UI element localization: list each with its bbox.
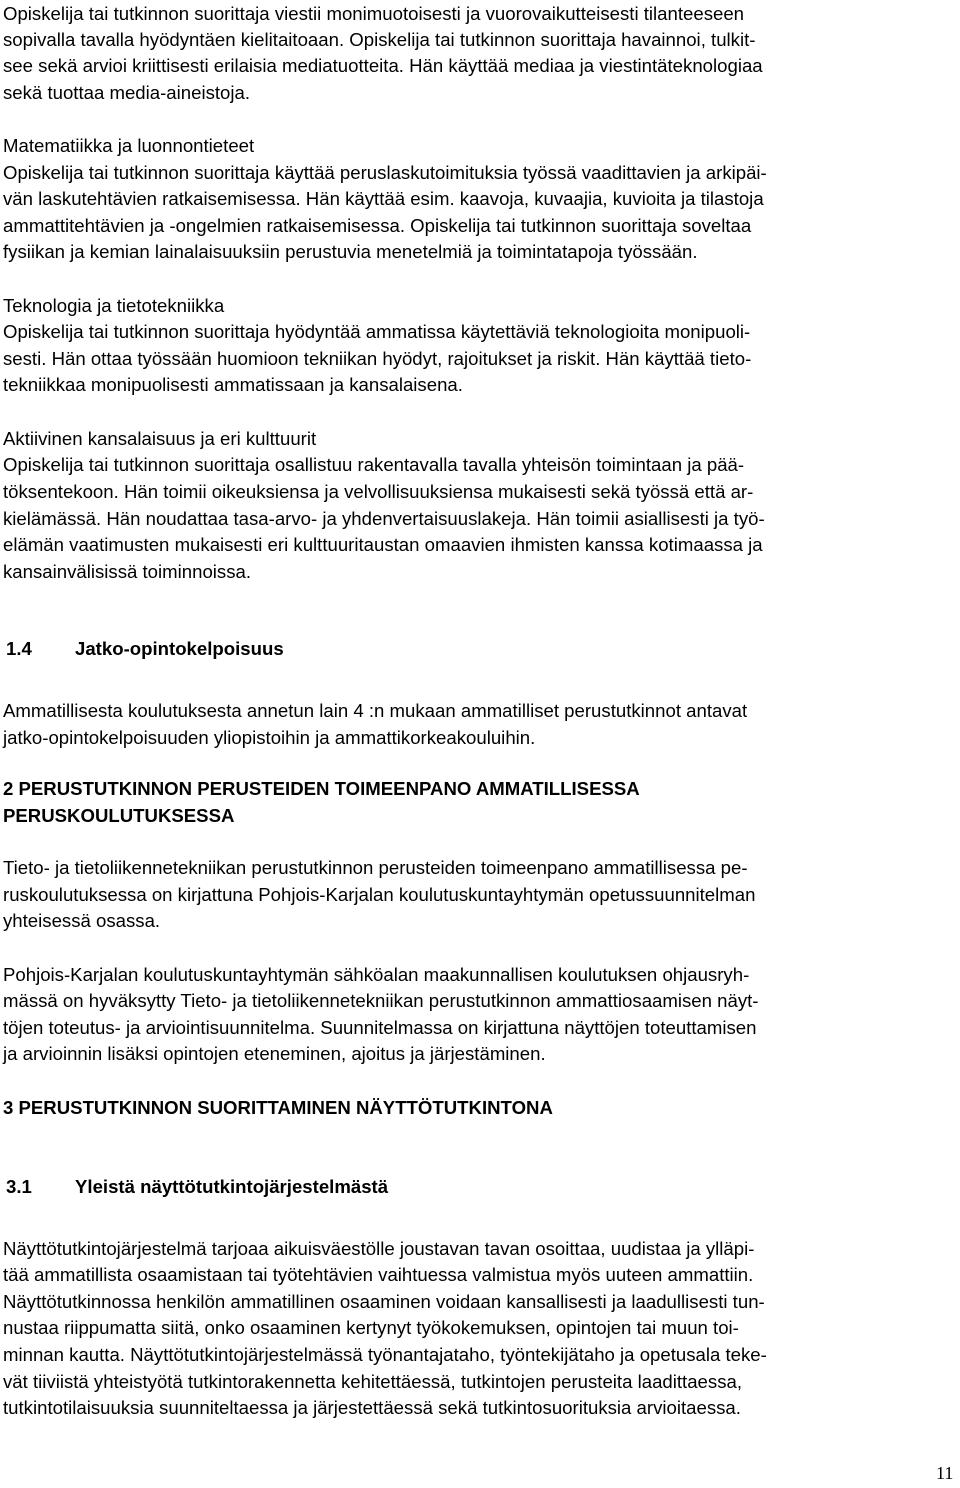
text-line: nustaa riippumatta siitä, onko osaaminen kertynyt työkokemuksen, opintojen tai muun toi- (3, 1317, 739, 1338)
section-title: Yleistä näyttötutkintojärjestelmästä (75, 1176, 389, 1197)
text-line: kansainvälisissä toiminnoissa. (3, 561, 252, 582)
text-line: vän laskutehtävien ratkaisemisessa. Hän käyttää esim. kaavoja, kuvaajia, kuvioita ja tilastoja (3, 188, 764, 209)
text-line: sekä tuottaa media-aineistoja. (3, 82, 251, 103)
text-line: Opiskelija tai tutkinnon suorittaja käyttää peruslaskutoimituksia työssä vaadittavien ja arkipäi- (3, 162, 767, 183)
text-line: töksentekoon. Hän toimii oikeuksiensa ja velvollisuuksiensa mukaisesti sekä työssä että ar- (3, 481, 754, 502)
text-line: Näyttötutkinnossa henkilön ammatillinen osaaminen voidaan kansallisesti ja laadullisesti tun- (3, 1291, 765, 1312)
section-title: Jatko-opintokelpoisuus (75, 638, 284, 659)
text-line: Opiskelija tai tutkinnon suorittaja viestii monimuotoisesti ja vuorovaikutteisesti tilanteeseen (3, 3, 745, 24)
text-line: Opiskelija tai tutkinnon suorittaja hyödyntää ammatissa käytettäviä teknologioita monipuoli- (3, 321, 751, 342)
subsection-heading: Matematiikka ja luonnontieteet (3, 135, 255, 156)
section-heading-2: 2 PERUSTUTKINNON PERUSTEIDEN TOIMEENPANO AMMATILLISESSA (3, 778, 640, 799)
text-line: vät tiiviistä yhteistyötä tutkintorakennetta kehitettäessä, tutkintojen perusteita laadittaessa, (3, 1371, 743, 1392)
text-line: ruskoulutuksessa on kirjattuna Pohjois-Karjalan koulutuskuntayhtymän opetussuunnitelman (3, 884, 756, 905)
section-heading-2: PERUSKOULUTUKSESSA (3, 805, 235, 826)
text-line: sesti. Hän ottaa työssään huomioon tekniikan hyödyt, rajoitukset ja riskit. Hän käyttää tieto- (3, 348, 752, 369)
section-number: 1.4 (6, 638, 32, 659)
text-line: ja arvioinnin lisäksi opintojen eteneminen, ajoitus ja järjestäminen. (3, 1043, 546, 1064)
text-line: tutkintotilaisuuksia suunniteltaessa ja järjestettäessä sekä tutkintosuorituksia arvioitaessa. (3, 1397, 741, 1418)
text-line: jatko-opintokelpoisuuden yliopistoihin ja ammattikorkeakouluihin. (3, 727, 536, 748)
text-line: yhteisessä osassa. (3, 910, 161, 931)
text-line: tää ammatillista osaamistaan tai työtehtävien vaihtuessa valmistua myös uuteen ammattiin. (3, 1264, 754, 1285)
text-line: ammattitehtävien ja -ongelmien ratkaisemisessa. Opiskelija tai tutkinnon suorittaja soveltaa (3, 215, 752, 236)
text-line: sopivalla tavalla hyödyntäen kielitaitoaan. Opiskelija tai tutkinnon suorittaja havainnoi, tulkit- (3, 29, 756, 50)
text-line: Opiskelija tai tutkinnon suorittaja osallistuu rakentavalla tavalla yhteisön toimintaan ja pää- (3, 454, 745, 475)
subsection-heading: Aktiivinen kansalaisuus ja eri kulttuurit (3, 428, 317, 449)
text-line: elämän vaatimusten mukaisesti eri kulttuuritaustan omaavien ihmisten kanssa kotimaassa ja (3, 534, 763, 555)
text-line: see sekä arvioi kriittisesti erilaisia mediatuotteita. Hän käyttää mediaa ja viestintäteknologiaa (3, 55, 763, 76)
text-line: Tieto- ja tietoliikennetekniikan perustutkinnon perusteiden toimeenpano ammatillisessa pe- (3, 857, 748, 878)
text-line: Näyttötutkintojärjestelmä tarjoaa aikuisväestölle joustavan tavan osoittaa, uudistaa ja ylläpi- (3, 1238, 755, 1259)
subsection-heading: Teknologia ja tietotekniikka (3, 295, 225, 316)
text-line: mässä on hyväksytty Tieto- ja tietoliikennetekniikan perustutkinnon ammattiosaamisen näyt- (3, 990, 759, 1011)
page-number: 11 (936, 1463, 954, 1483)
section-number: 3.1 (6, 1176, 32, 1197)
section-heading-3: 3 PERUSTUTKINNON SUORITTAMINEN NÄYTTÖTUTKINTONA (3, 1097, 553, 1118)
text-line: kielämässä. Hän noudattaa tasa-arvo- ja yhdenvertaisuuslakeja. Hän toimii asiallisesti ja työ- (3, 508, 765, 529)
text-line: minnan kautta. Näyttötutkintojärjestelmässä työnantajataho, työntekijätaho ja opetusala teke- (3, 1344, 767, 1365)
text-line: Pohjois-Karjalan koulutuskuntayhtymän sähköalan maakunnallisen koulutuksen ohjausryh- (3, 964, 750, 985)
text-line: töjen toteutus- ja arviointisuunnitelma. Suunnitelmassa on kirjattuna näyttöjen toteuttamisen (3, 1017, 757, 1038)
text-line: fysiikan ja kemian lainalaisuuksiin perustuvia menetelmiä ja toimintatapoja työssään. (3, 241, 698, 262)
text-line: tekniikkaa monipuolisesti ammatissaan ja kansalaisena. (3, 374, 463, 395)
text-line: Ammatillisesta koulutuksesta annetun lain 4 :n mukaan ammatilliset perustutkinnot antavat (3, 700, 748, 721)
